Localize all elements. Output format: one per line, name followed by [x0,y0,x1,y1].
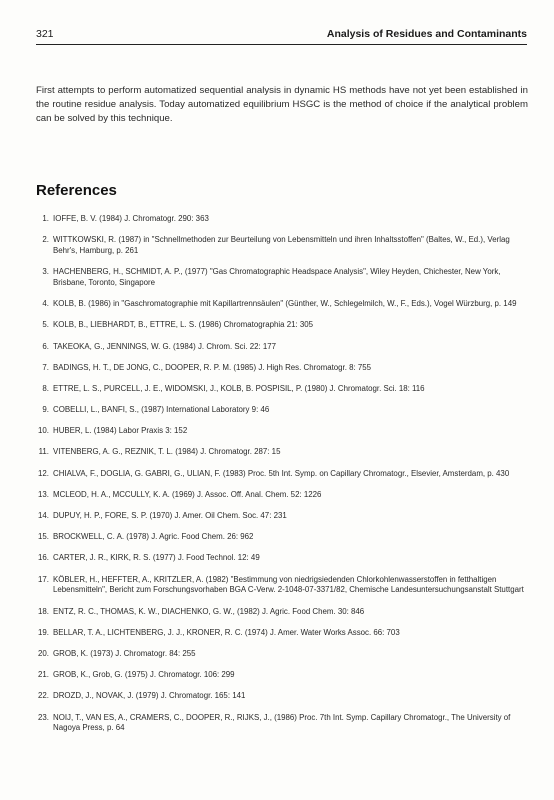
reference-number: 5. [42,320,49,330]
reference-text: ETTRE, L. S., PURCELL, J. E., WIDOMSKI, J., KOLB, B. POSPISIL, P. (1980) J. Chromatogr. Sci. 18: 116 [53,383,425,393]
reference-item [36,405,528,416]
reference-text: KOLB, B., LIEBHARDT, B., ETTRE, L. S. (1986) Chromatographia 21: 305 [53,320,314,330]
reference-item [36,628,528,639]
reference-item [36,384,528,395]
reference-item [36,532,528,543]
header-rule [36,44,527,45]
reference-text: HUBER, L. (1984) Labor Praxis 3: 152 [53,426,188,436]
reference-text: VITENBERG, A. G., REZNIK, T. L. (1984) J. Chromatogr. 287: 15 [53,447,281,457]
reference-item [36,490,528,501]
reference-number: 6. [42,341,49,351]
reference-item [36,553,528,564]
reference-text: BELLAR, T. A., LICHTENBERG, J. J., KRONER, R. C. (1974) J. Amer. Water Works Assoc. 66: 703 [53,627,400,637]
reference-text: TAKEOKA, G., JENNINGS, W. G. (1984) J. Chrom. Sci. 22: 177 [53,341,277,351]
reference-text: BROCKWELL, C. A. (1978) J. Agric. Food Chem. 26: 962 [53,532,254,542]
reference-item [36,267,528,289]
reference-number: 15. [38,532,49,542]
reference-text: BADINGS, H. T., DE JONG, C., DOOPER, R. P. M. (1985) J. High Res. Chromatogr. 8: 755 [53,362,372,372]
reference-number: 2. [42,235,49,245]
reference-number: 4. [42,299,49,309]
reference-item [36,691,528,702]
reference-text: KOLB, B. (1986) in "Gaschromatographie mit Kapillartrennsäulen" (Günther, W., Schlegelmilch, W., F., Eds.), Vogel Würzburg, p. 149 [53,299,517,309]
references-heading: References [36,182,117,199]
reference-item [36,649,528,660]
reference-number: 14. [38,511,49,521]
reference-number: 13. [38,489,49,499]
reference-item [36,713,528,735]
reference-text: ENTZ, R. C., THOMAS, K. W., DIACHENKO, G. W., (1982) J. Agric. Food Chem. 30: 846 [53,606,365,616]
reference-number: 20. [38,648,49,658]
reference-text: GROB, K. (1973) J. Chromatogr. 84: 255 [53,648,196,658]
running-header [36,28,527,40]
reference-number: 11. [38,447,49,457]
reference-number: 7. [42,362,49,372]
reference-text: DUPUY, H. P., FORE, S. P. (1970) J. Amer. Oil Chem. Soc. 47: 231 [53,511,287,521]
reference-number: 23. [38,712,49,722]
reference-text: MCLEOD, H. A., MCCULLY, K. A. (1969) J. Assoc. Off. Anal. Chem. 52: 1226 [53,489,322,499]
reference-item [36,670,528,681]
reference-number: 19. [38,627,49,637]
reference-text: COBELLI, L., BANFI, S., (1987) International Laboratory 9: 46 [53,405,270,415]
intro-paragraph: First attempts to perform automatized sequential analysis in dynamic HS methods have not yet been established in the routine residue analysis. Today automatized equilibrium HSGC is the method of choice if the analytical problem can be solved by this technique. [36,85,528,124]
reference-text: WITTKOWSKI, R. (1987) in "Schnellmethoden zur Beurteilung von Lebensmitteln und ihren Inhaltsstoffen" (Baltes, W., Ed.), Verlag Behr's, Hamburg, p. 261 [53,235,510,255]
reference-number: 17. [38,574,49,584]
reference-number: 9. [42,405,49,415]
reference-number: 12. [38,468,49,478]
reference-item [36,447,528,458]
reference-text: GROB, K., Grob, G. (1975) J. Chromatogr. 106: 299 [53,670,235,680]
reference-item [36,320,528,331]
reference-item [36,235,528,257]
running-title: Analysis of Residues and Contaminants [326,28,527,40]
reference-text: NOIJ, T., VAN ES, A., CRAMERS, C., DOOPER, R., RIJKS, J., (1986) Proc. 7th Int. Symp. Capillary Chromatogr., The University of Nagoya Press, p. 64 [53,712,511,733]
reference-item [36,607,528,618]
reference-number: 18. [38,606,49,616]
reference-text: CHIALVA, F., DOGLIA, G. GABRI, G., ULIAN, F. (1983) Proc. 5th Int. Symp. on Capillary Chromatogr., Elsevier, Amsterdam, p. 430 [53,468,510,478]
reference-number: 10. [38,426,49,436]
page-number: 321 [36,28,54,40]
reference-text: CARTER, J. R., KIRK, R. S. (1977) J. Food Technol. 12: 49 [53,553,260,563]
reference-text: KÖBLER, H., HEFFTER, A., KRITZLER, A. (1982) "Bestimmung von niedrigsiedenden Chlorkohlenwasserstoffen in fetthaltigen Lebensmitteln", Bericht zum Forschungsvorhaben BGA C-Verw. 2-1048-07-3371/82, Chemische Landesuntersuchungsanstalt Stuttgart [53,574,524,595]
reference-item [36,426,528,437]
reference-item [36,342,528,353]
reference-text: HACHENBERG, H., SCHMIDT, A. P., (1977) "Gas Chromatographic Headspace Analysis", Wiley Heyden, Chichester, New York, Brisbane, Toronto, Singapore [53,267,501,287]
reference-number: 16. [38,553,49,563]
reference-number: 1. [42,214,49,223]
reference-item [36,575,528,597]
reference-item [36,363,528,374]
reference-item [36,214,528,225]
reference-item [36,299,528,310]
reference-text: IOFFE, B. V. (1984) J. Chromatogr. 290: 363 [53,214,209,223]
references-list [36,214,528,745]
reference-item [36,469,528,480]
reference-number: 21. [38,670,49,680]
reference-text: DROZD, J., NOVAK, J. (1979) J. Chromatogr. 165: 141 [53,691,246,701]
reference-number: 22. [38,691,49,701]
reference-number: 3. [42,267,49,277]
reference-item [36,511,528,522]
reference-number: 8. [42,383,49,393]
